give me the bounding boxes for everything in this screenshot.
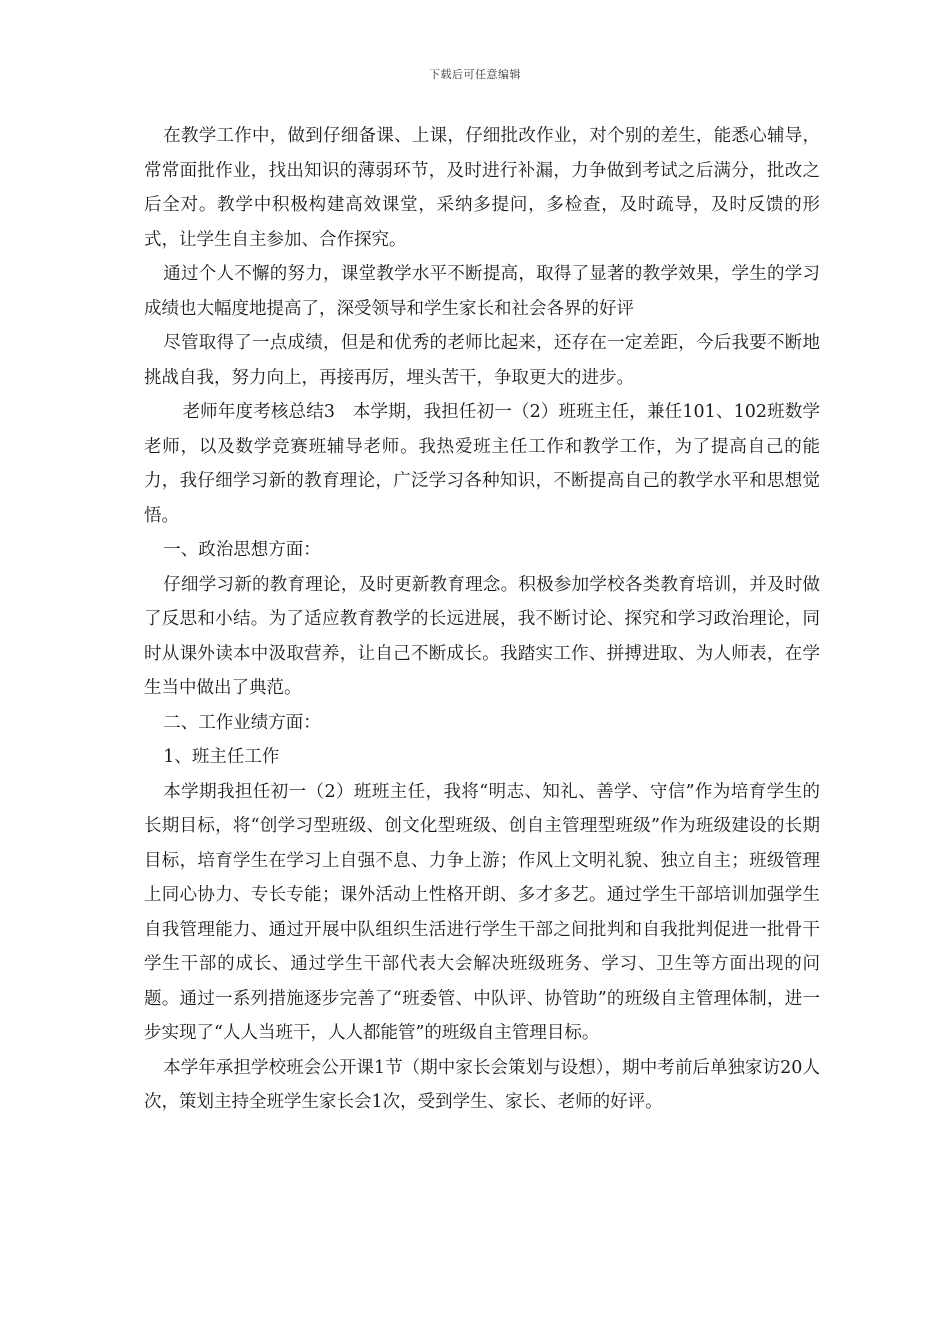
paragraph-teaching-work: 在教学工作中，做到仔细备课、上课，仔细批改作业，对个别的差生，能悉心辅导，常常面批作业，找出知识的薄弱环节，及时进行补漏，力争做到考试之后满分，批改之后全对。教学中积极构建高效课堂，采纳多提问，多检查，及时疏导，及时反馈的形式，让学生自主参加、合作探究。: [144, 126, 820, 250]
paragraph-class-teacher-work: 本学期我担任初一（2）班班主任，我将“明志、知礼、善学、守信”作为培育学生的长期目标，将“创学习型班级、创文化型班级、创自主管理型班级”作为班级建设的长期目标，培育学生在学习上自强不息、力争上游；作风上文明礼貌、独立自主；班级管理上同心协力、专长专能；课外活动上性格开朗、多才多艺。通过学生干部培训加强学生自我管理能力、通过开展中队组织生活进行学生干部之间批判和自我批判促进一批骨干学生干部的成长、通过学生干部代表大会解决班级班务、学习、卫生等方面出现的问题。通过一系列措施逐步完善了“班委管、中队评、协管助”的班级自主管理体制，进一步实现了“人人当班干，人人都能管”的班级自主管理目标。: [144, 781, 820, 1043]
paragraph-achievement: 通过个人不懈的努力，课堂教学水平不断提高，取得了显著的教学效果，学生的学习成绩也大幅度地提高了，深受领导和学生家长和社会各界的好评: [144, 264, 820, 319]
page-header: 下载后可任意编辑: [429, 68, 521, 81]
section-heading-work-performance: 二、工作业绩方面：: [163, 712, 321, 733]
paragraph-political-thought: 仔细学习新的教育理论，及时更新教育理念。积极参加学校各类教育培训，并及时做了反思和小结。为了适应教育教学的长远进展，我不断讨论、探究和学习政治理论，同时从课外读本中汲取营养，让自己不断成长。我踏实工作、拼搏进取、为人师表，在学生当中做出了典范。: [144, 574, 820, 698]
subsection-heading-class-teacher: 1、班主任工作: [163, 747, 280, 767]
section-heading-political: 一、政治思想方面：: [163, 540, 321, 560]
paragraph-open-class: 本学年承担学校班会公开课1节（期中家长会策划与设想），期中考前后单独家访20人次，策划主持全班学生家长会1次，受到学生、家长、老师的好评。: [144, 1057, 820, 1112]
document-body: [144, 119, 820, 1120]
paragraph-summary-3-intro: 老师年度考核总结3 本学期，我担任初一（2）班班主任，兼任101、102班数学老师，以及数学竞赛班辅导老师。我热爱班主任工作和教学工作，为了提高自己的能力，我仔细学习新的教育理论，广泛学习各种知识，不断提高自己的教学水平和思想觉悟。: [144, 402, 820, 526]
paragraph-future-goals: 尽管取得了一点成绩，但是和优秀的老师比起来，还存在一定差距，今后我要不断地挑战自我，努力向上，再接再厉，埋头苦干，争取更大的进步。: [144, 333, 820, 388]
